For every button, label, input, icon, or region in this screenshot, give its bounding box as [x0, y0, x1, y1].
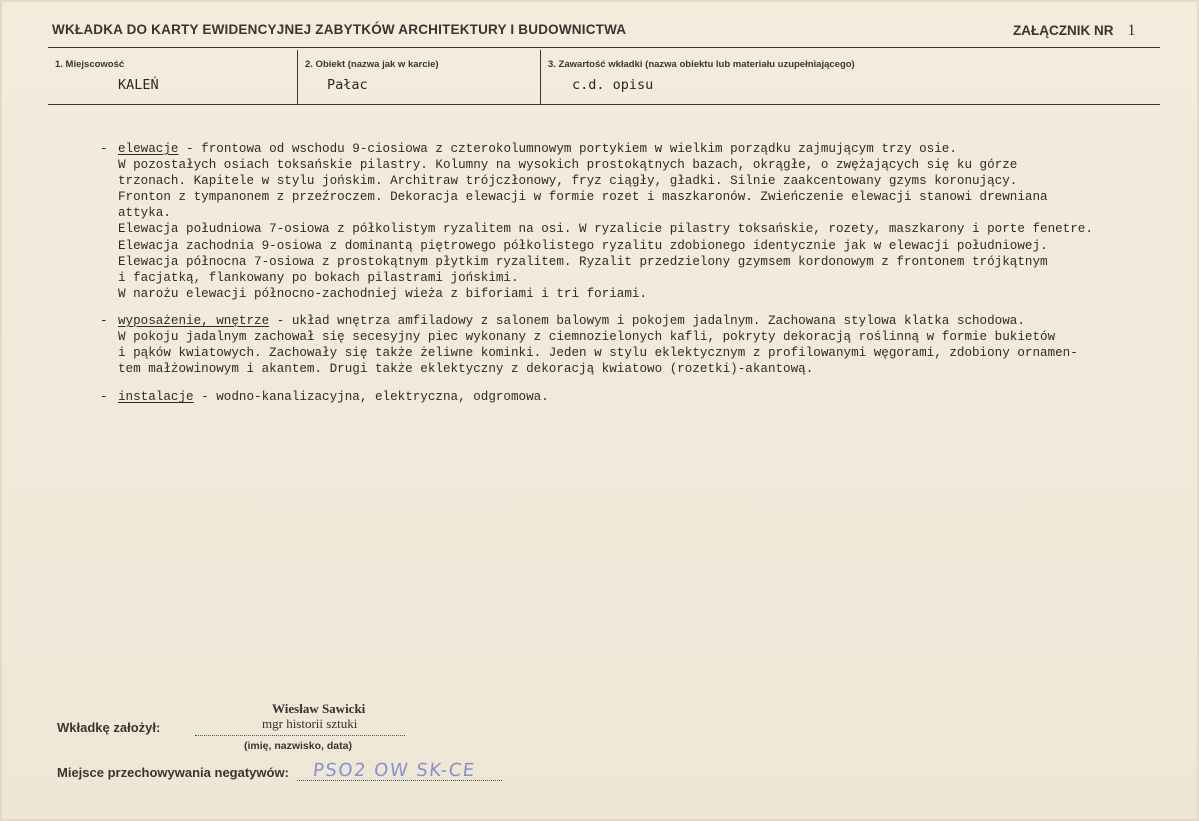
text-line: W pokoju jadalnym zachował się secesyjny piec wykonany z ciemnozielonych kafli, pokryty dekoracją roślinną w formie bukietów: [118, 330, 1056, 345]
text-line: - wodno-kanalizacyjna, elektryczna, odgromowa.: [193, 390, 549, 405]
text-line: tem małżowinowym i akantem. Drugi także eklektyczny z dekoracją kwiatowo (rozetki)-akantową.: [118, 362, 814, 377]
text-line: i facjatką, flankowany po bokach pilastrami jońskimi.: [118, 270, 519, 285]
section-elevations: [100, 141, 1185, 302]
bullet-dash: -: [100, 390, 108, 405]
section-heading-installations: instalacje: [118, 390, 194, 405]
bullet-dash: -: [100, 142, 108, 156]
author-label: Wkładkę założył:: [57, 720, 161, 735]
object-value: Pałac: [327, 77, 368, 93]
location-value: KALEŃ: [118, 77, 159, 93]
description-body: [100, 141, 1185, 405]
content-label: 3. Zawartość wkładki (nazwa obiektu lub materiału uzupełniającego): [548, 59, 855, 70]
text-line: trzonach. Kapitele w stylu jońskim. Architraw trójczłonowy, fryz ciągły, gładki. Silnie zaakcentowany gzyms koronujący.: [118, 174, 1018, 189]
section-heading-interior: wyposażenie, wnętrze: [118, 313, 270, 328]
author-dotted-line: [195, 735, 405, 736]
text-line: attyka.: [118, 206, 171, 221]
negatives-value-handwritten: PSO2 OW SK-CE: [311, 760, 477, 781]
fields-rule: [48, 104, 1160, 105]
annex-number-label: [1013, 22, 1136, 40]
author-name: Wiesław Sawicki: [272, 701, 366, 716]
author-hint: (imię, nazwisko, data): [244, 740, 352, 752]
section-installations: [100, 389, 1185, 405]
bullet-dash: -: [100, 313, 108, 328]
object-label: 2. Obiekt (nazwa jak w karcie): [305, 59, 439, 70]
annex-number: 1: [1127, 22, 1136, 39]
spacer: [100, 302, 1185, 313]
content-value: c.d. opisu: [572, 77, 654, 93]
author-title: mgr historii sztuki: [262, 716, 358, 731]
text-line: Elewacja zachodnia 9-osiowa z dominantą piętrowego półkolistego ryzalitu zdobionego identycznie jak w elewacji południowej.: [118, 238, 1048, 253]
location-label: 1. Miejscowość: [55, 59, 125, 70]
section-heading-elevations: elewacje: [118, 142, 179, 156]
text-line: i pąków kwiatowych. Zachowały się także żeliwne kominki. Jeden w stylu eklektycznym z profilowanymi węgorami, zdobiony ornamen-: [118, 346, 1078, 361]
annex-label: ZAŁĄCZNIK NR: [1013, 23, 1114, 38]
text-line: Fronton z tympanonem z przeźroczem. Dekoracja elewacji w formie rozet i maszkaronów. Zwieńczenie elewacji stanowi drewniana: [118, 190, 1048, 205]
text-line: - układ wnętrza amfiladowy z salonem balowym i pokojem jadalnym. Zachowana stylowa klatka schodowa.: [269, 313, 1025, 328]
field-divider-1: [297, 50, 298, 104]
section-interior: [100, 313, 1185, 377]
text-line: W pozostałych osiach toksańskie pilastry. Kolumny na wysokich prostokątnych bazach, okrągłe, o zwężających się ku górze: [118, 158, 1018, 173]
negatives-label: Miejsce przechowywania negatywów:: [57, 765, 289, 780]
text-line: W narożu elewacji północno-zachodniej wieża z biforiami i tri foriami.: [118, 286, 648, 301]
field-divider-2: [540, 50, 541, 104]
header-rule: [48, 47, 1160, 48]
text-line: - frontowa od wschodu 9-ciosiowa z czterokolumnowym portykiem w wielkim porządku zajmującym trzy osie.: [178, 142, 957, 156]
text-line: Elewacja północna 7-osiowa z prostokątnym płytkim ryzalitem. Ryzalit przedzielony gzymsem kordonowym z frontonem trójkątnym: [118, 254, 1048, 269]
text-line: Elewacja południowa 7-osiowa z półkolistym ryzalitem na osi. W ryzalicie pilastry toksańskie, rozety, maszkarony i porte fenetre.: [118, 222, 1093, 237]
spacer: [100, 377, 1185, 389]
form-title: WKŁADKA DO KARTY EWIDENCYJNEJ ZABYTKÓW ARCHITEKTURY I BUDOWNICTWA: [52, 22, 627, 37]
